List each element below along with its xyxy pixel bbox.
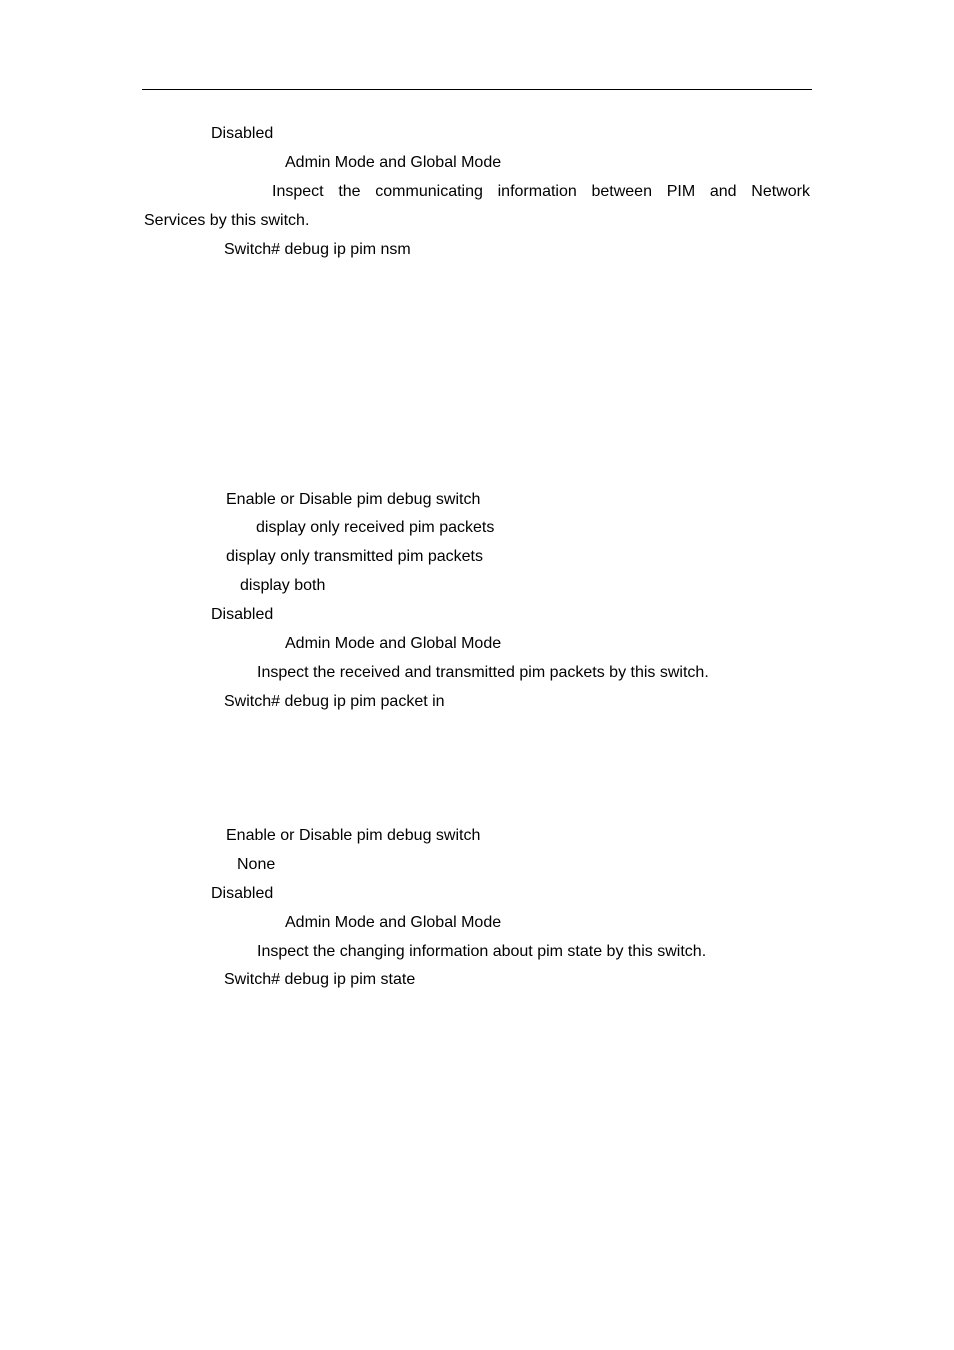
s3-param-none: None <box>237 856 276 873</box>
s1-usage-word: between <box>591 183 652 200</box>
s3-example: Switch# debug ip pim state <box>224 971 416 988</box>
s1-usage-word: Inspect <box>272 183 324 200</box>
s2-default: Disabled <box>211 606 274 623</box>
s1-example: Switch# debug ip pim nsm <box>224 241 411 258</box>
s2-param-out: display only transmitted pim packets <box>226 548 483 565</box>
s1-mode: Admin Mode and Global Mode <box>285 154 502 171</box>
s2-param-switch: Enable or Disable pim debug switch <box>226 491 481 508</box>
s1-usage-word: the <box>338 183 361 200</box>
s2-param-in: display only received pim packets <box>256 519 495 536</box>
s3-default: Disabled <box>211 885 274 902</box>
s2-param-both: display both <box>240 577 326 594</box>
s1-usage-line <box>272 182 810 202</box>
s2-example: Switch# debug ip pim packet in <box>224 693 445 710</box>
s1-usage-word: communicating <box>375 183 483 200</box>
s3-param-switch: Enable or Disable pim debug switch <box>226 827 481 844</box>
s3-mode: Admin Mode and Global Mode <box>285 914 502 931</box>
s1-usage-word: Network <box>751 183 810 200</box>
s1-usage-word: information <box>497 183 577 200</box>
s2-usage: Inspect the received and transmitted pim packets by this switch. <box>257 664 709 681</box>
s3-usage: Inspect the changing information about pim state by this switch. <box>257 943 707 960</box>
header-rule <box>142 89 812 90</box>
s1-usage-word: PIM <box>666 183 696 200</box>
s1-usage-cont: Services by this switch. <box>144 212 310 229</box>
s1-default: Disabled <box>211 125 274 142</box>
s1-usage-word: and <box>709 183 737 200</box>
s2-mode: Admin Mode and Global Mode <box>285 635 502 652</box>
